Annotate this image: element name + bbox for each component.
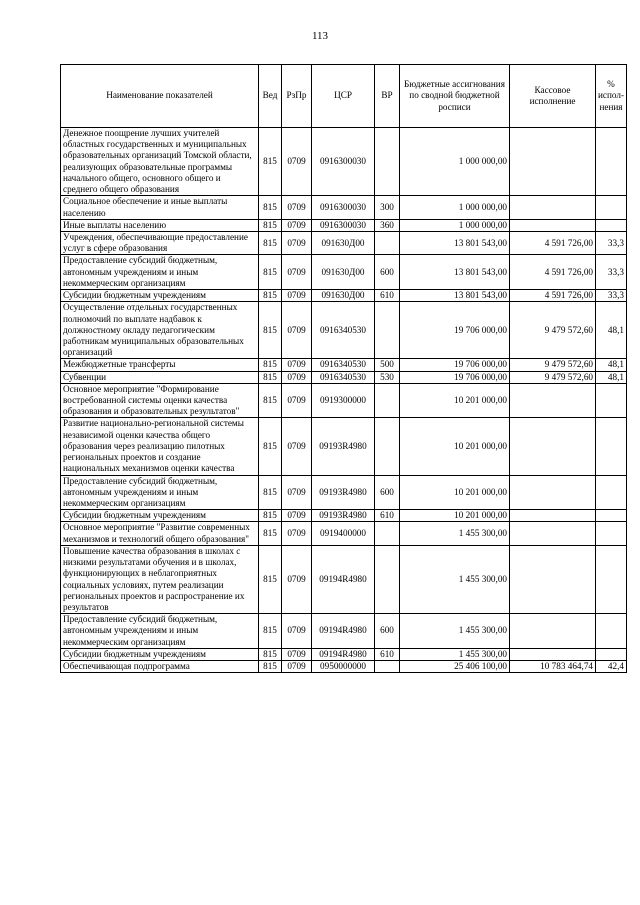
cell-csr: 091630Д00 <box>312 290 375 302</box>
cell-assignments: 19 706 000,00 <box>400 302 510 359</box>
cell-vr: 610 <box>375 510 400 522</box>
cell-ved: 815 <box>259 661 282 673</box>
cell-execution-percent <box>596 418 627 475</box>
table-header <box>61 65 627 128</box>
cell-csr: 09194R4980 <box>312 545 375 613</box>
cell-cash-execution <box>510 614 596 649</box>
cell-name: Предоставление субсидий бюджетным, автономным учреждениям и иным некоммерческим организациям <box>61 614 259 649</box>
header-assignments: Бюджетные ассигнования по сводной бюджетной росписи <box>400 65 510 128</box>
cell-csr: 0950000000 <box>312 661 375 673</box>
cell-rzpr: 0709 <box>282 290 312 302</box>
cell-ved: 815 <box>259 475 282 510</box>
cell-rzpr: 0709 <box>282 475 312 510</box>
cell-rzpr: 0709 <box>282 219 312 231</box>
cell-ved: 815 <box>259 231 282 254</box>
cell-rzpr: 0709 <box>282 614 312 649</box>
cell-name: Основное мероприятие "Формирование востребованной системы оценки качества образования и образовательных результатов" <box>61 383 259 418</box>
cell-assignments: 1 455 300,00 <box>400 614 510 649</box>
table-row <box>61 371 627 383</box>
cell-ved: 815 <box>259 522 282 545</box>
cell-cash-execution <box>510 475 596 510</box>
table-row <box>61 475 627 510</box>
cell-name: Субсидии бюджетным учреждениям <box>61 290 259 302</box>
cell-name: Социальное обеспечение и иные выплаты населению <box>61 196 259 219</box>
cell-assignments: 10 201 000,00 <box>400 510 510 522</box>
cell-ved: 815 <box>259 371 282 383</box>
cell-ved: 815 <box>259 290 282 302</box>
header-rzpr: РзПр <box>282 65 312 128</box>
cell-csr: 09194R4980 <box>312 614 375 649</box>
cell-rzpr: 0709 <box>282 510 312 522</box>
cell-execution-percent <box>596 475 627 510</box>
table-row <box>61 545 627 613</box>
cell-name: Межбюджетные трансферты <box>61 359 259 371</box>
table-row <box>61 383 627 418</box>
cell-rzpr: 0709 <box>282 545 312 613</box>
cell-name: Осуществление отдельных государственных полномочий по выплате надбавок к должностному окладу педагогическим работникам муниципальных образовательных организаций <box>61 302 259 359</box>
cell-cash-execution <box>510 219 596 231</box>
cell-vr: 600 <box>375 475 400 510</box>
cell-execution-percent <box>596 545 627 613</box>
table-row <box>61 128 627 196</box>
cell-cash-execution: 9 479 572,60 <box>510 302 596 359</box>
table-row <box>61 661 627 673</box>
cell-csr: 0916340530 <box>312 359 375 371</box>
cell-cash-execution: 9 479 572,60 <box>510 359 596 371</box>
cell-name: Повышение качества образования в школах с низкими результатами обучения и в школах, функционирующих в неблагоприятных социальных условиях, путем реализации региональных проектов и распространение их результатов <box>61 545 259 613</box>
header-name: Наименование показателей <box>61 65 259 128</box>
cell-cash-execution: 9 479 572,60 <box>510 371 596 383</box>
cell-name: Развитие национально-региональной системы независимой оценки качества общего образования через реализацию пилотных региональных проектов и создание национальных механизмов оценки качества <box>61 418 259 475</box>
cell-name: Субсидии бюджетным учреждениям <box>61 648 259 660</box>
cell-execution-percent: 48,1 <box>596 359 627 371</box>
cell-ved: 815 <box>259 383 282 418</box>
cell-ved: 815 <box>259 302 282 359</box>
cell-assignments: 10 201 000,00 <box>400 475 510 510</box>
cell-execution-percent: 42,4 <box>596 661 627 673</box>
cell-cash-execution <box>510 545 596 613</box>
cell-vr <box>375 661 400 673</box>
cell-ved: 815 <box>259 359 282 371</box>
cell-ved: 815 <box>259 418 282 475</box>
cell-ved: 815 <box>259 219 282 231</box>
cell-execution-percent: 33,3 <box>596 290 627 302</box>
cell-name: Обеспечивающая подпрограмма <box>61 661 259 673</box>
cell-execution-percent: 48,1 <box>596 302 627 359</box>
table-row <box>61 614 627 649</box>
cell-execution-percent: 33,3 <box>596 255 627 290</box>
cell-assignments: 13 801 543,00 <box>400 231 510 254</box>
cell-csr: 09193R4980 <box>312 418 375 475</box>
cell-assignments: 1 455 300,00 <box>400 522 510 545</box>
cell-execution-percent <box>596 648 627 660</box>
cell-csr: 0919400000 <box>312 522 375 545</box>
cell-execution-percent <box>596 383 627 418</box>
cell-name: Предоставление субсидий бюджетным, автономным учреждениям и иным некоммерческим организациям <box>61 255 259 290</box>
cell-vr <box>375 522 400 545</box>
cell-rzpr: 0709 <box>282 302 312 359</box>
cell-vr: 600 <box>375 614 400 649</box>
cell-execution-percent <box>596 522 627 545</box>
cell-csr: 09193R4980 <box>312 510 375 522</box>
cell-name: Учреждения, обеспечивающие предоставление услуг в сфере образования <box>61 231 259 254</box>
cell-vr: 600 <box>375 255 400 290</box>
cell-cash-execution <box>510 510 596 522</box>
cell-vr: 610 <box>375 648 400 660</box>
cell-vr: 530 <box>375 371 400 383</box>
cell-execution-percent <box>596 219 627 231</box>
cell-ved: 815 <box>259 648 282 660</box>
cell-name: Денежное поощрение лучших учителей областных государственных и муниципальных образовательных организаций Томской области, реализующих образовательные программы начального общего, основного общего и среднего общего образования <box>61 128 259 196</box>
cell-cash-execution: 10 783 464,74 <box>510 661 596 673</box>
header-csr: ЦСР <box>312 65 375 128</box>
header-cash-execution: Кассовое исполнение <box>510 65 596 128</box>
cell-ved: 815 <box>259 128 282 196</box>
table-row <box>61 231 627 254</box>
cell-csr: 09193R4980 <box>312 475 375 510</box>
cell-vr: 610 <box>375 290 400 302</box>
cell-ved: 815 <box>259 614 282 649</box>
cell-assignments: 1 455 300,00 <box>400 545 510 613</box>
cell-csr: 0916300030 <box>312 196 375 219</box>
cell-execution-percent <box>596 510 627 522</box>
cell-ved: 815 <box>259 510 282 522</box>
cell-assignments: 1 000 000,00 <box>400 196 510 219</box>
cell-rzpr: 0709 <box>282 128 312 196</box>
cell-cash-execution <box>510 522 596 545</box>
table-row <box>61 359 627 371</box>
table-row <box>61 255 627 290</box>
cell-name: Субсидии бюджетным учреждениям <box>61 510 259 522</box>
cell-cash-execution <box>510 648 596 660</box>
cell-cash-execution: 4 591 726,00 <box>510 290 596 302</box>
cell-name: Иные выплаты населению <box>61 219 259 231</box>
cell-assignments: 1 000 000,00 <box>400 128 510 196</box>
cell-assignments: 13 801 543,00 <box>400 255 510 290</box>
cell-vr: 300 <box>375 196 400 219</box>
table-row <box>61 196 627 219</box>
cell-vr <box>375 545 400 613</box>
cell-rzpr: 0709 <box>282 383 312 418</box>
cell-vr <box>375 418 400 475</box>
cell-vr: 360 <box>375 219 400 231</box>
cell-rzpr: 0709 <box>282 196 312 219</box>
cell-execution-percent: 33,3 <box>596 231 627 254</box>
cell-ved: 815 <box>259 255 282 290</box>
cell-vr <box>375 302 400 359</box>
cell-rzpr: 0709 <box>282 418 312 475</box>
table-row <box>61 510 627 522</box>
cell-assignments: 10 201 000,00 <box>400 418 510 475</box>
page-number: 113 <box>311 30 329 42</box>
cell-assignments: 25 406 100,00 <box>400 661 510 673</box>
table-row <box>61 648 627 660</box>
header-vr: ВР <box>375 65 400 128</box>
cell-execution-percent <box>596 614 627 649</box>
cell-vr <box>375 383 400 418</box>
table-row <box>61 219 627 231</box>
cell-assignments: 10 201 000,00 <box>400 383 510 418</box>
table-row <box>61 290 627 302</box>
cell-execution-percent <box>596 196 627 219</box>
cell-ved: 815 <box>259 196 282 219</box>
cell-cash-execution <box>510 418 596 475</box>
cell-rzpr: 0709 <box>282 371 312 383</box>
header-ved: Вед <box>259 65 282 128</box>
cell-rzpr: 0709 <box>282 359 312 371</box>
cell-cash-execution <box>510 196 596 219</box>
cell-csr: 091630Д00 <box>312 231 375 254</box>
cell-csr: 0916300030 <box>312 219 375 231</box>
header-execution-percent: % испол-нения <box>596 65 627 128</box>
cell-cash-execution <box>510 128 596 196</box>
cell-name: Основное мероприятие "Развитие современных механизмов и технологий общего образования" <box>61 522 259 545</box>
cell-name: Предоставление субсидий бюджетным, автономным учреждениям и иным некоммерческим организациям <box>61 475 259 510</box>
cell-cash-execution: 4 591 726,00 <box>510 255 596 290</box>
cell-vr: 500 <box>375 359 400 371</box>
cell-execution-percent <box>596 128 627 196</box>
table-body <box>61 128 627 673</box>
cell-assignments: 19 706 000,00 <box>400 371 510 383</box>
cell-cash-execution <box>510 383 596 418</box>
cell-csr: 0916340530 <box>312 302 375 359</box>
cell-assignments: 1 455 300,00 <box>400 648 510 660</box>
table-row <box>61 418 627 475</box>
cell-assignments: 1 000 000,00 <box>400 219 510 231</box>
cell-csr: 0916340530 <box>312 371 375 383</box>
cell-assignments: 13 801 543,00 <box>400 290 510 302</box>
cell-rzpr: 0709 <box>282 648 312 660</box>
cell-rzpr: 0709 <box>282 231 312 254</box>
cell-csr: 0916300030 <box>312 128 375 196</box>
cell-execution-percent: 48,1 <box>596 371 627 383</box>
cell-csr: 091630Д00 <box>312 255 375 290</box>
cell-csr: 0919300000 <box>312 383 375 418</box>
table-row <box>61 522 627 545</box>
cell-rzpr: 0709 <box>282 255 312 290</box>
cell-ved: 815 <box>259 545 282 613</box>
cell-cash-execution: 4 591 726,00 <box>510 231 596 254</box>
cell-csr: 09194R4980 <box>312 648 375 660</box>
cell-vr <box>375 231 400 254</box>
cell-rzpr: 0709 <box>282 522 312 545</box>
cell-name: Субвенции <box>61 371 259 383</box>
budget-table <box>60 64 627 673</box>
table-row <box>61 302 627 359</box>
cell-rzpr: 0709 <box>282 661 312 673</box>
cell-assignments: 19 706 000,00 <box>400 359 510 371</box>
cell-vr <box>375 128 400 196</box>
